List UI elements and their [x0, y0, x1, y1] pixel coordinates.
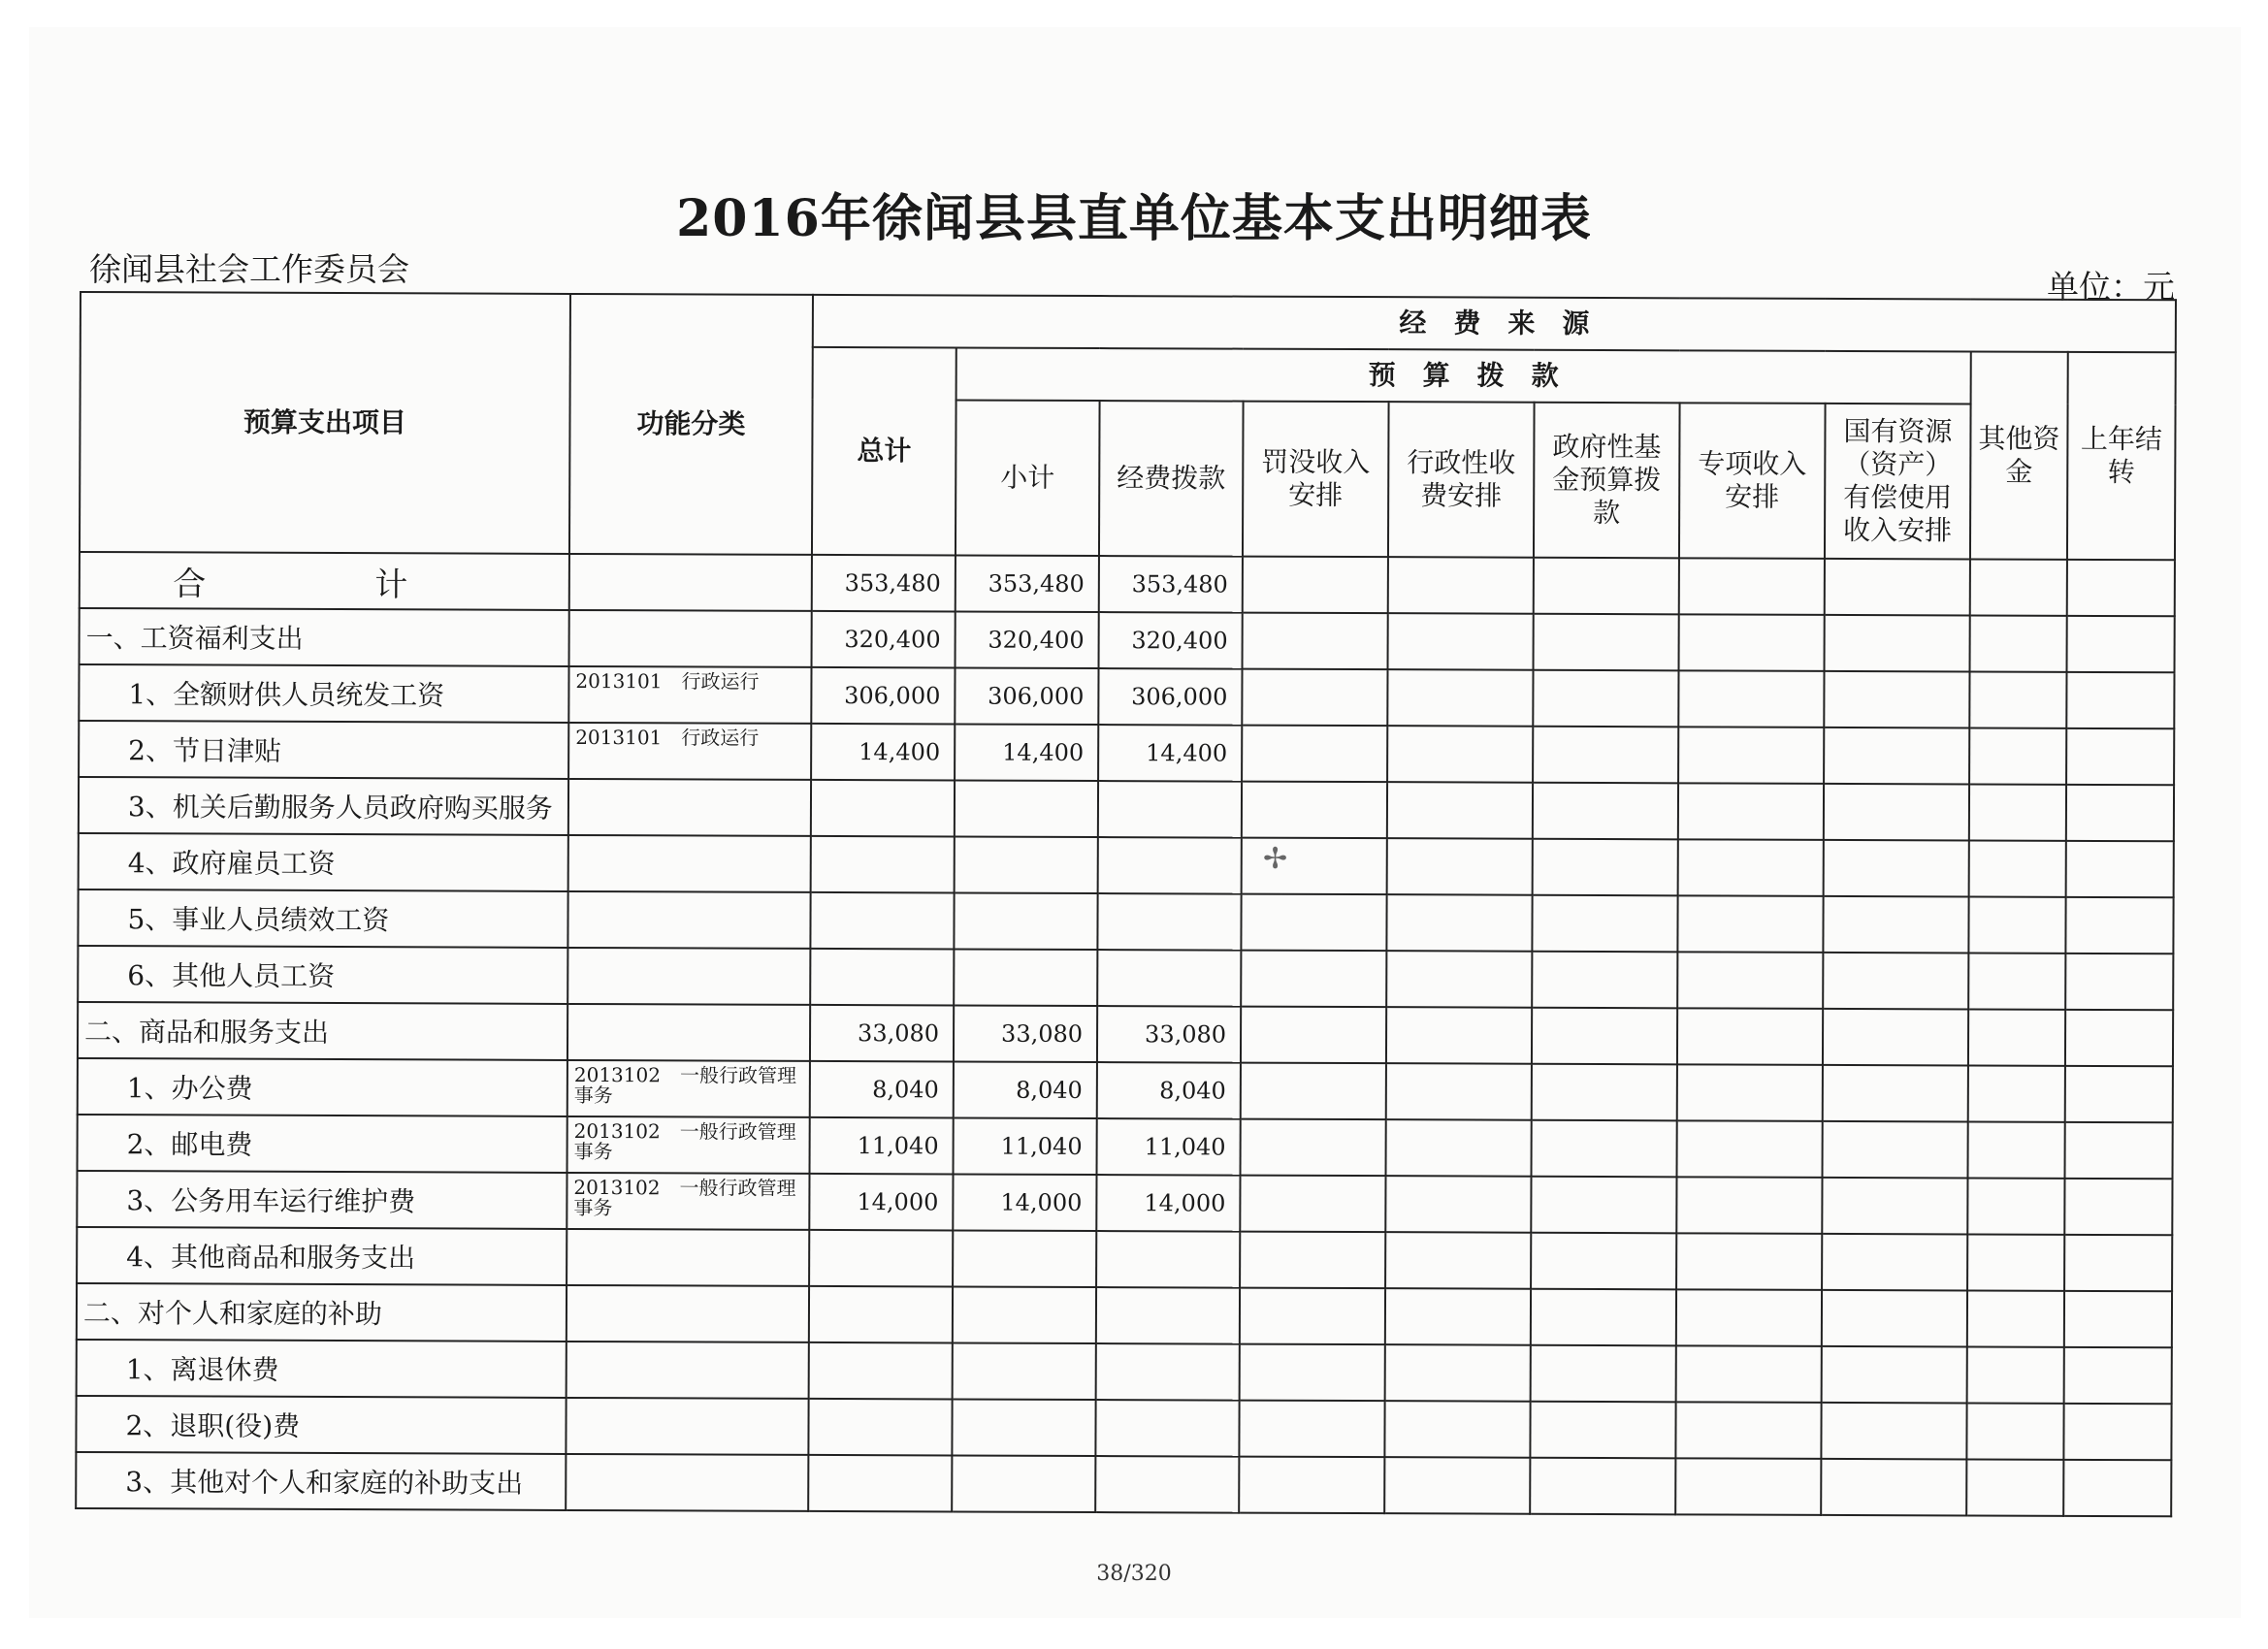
empty-cell: [1531, 1289, 1676, 1346]
empty-cell: [1533, 783, 1678, 840]
empty-cell: [1386, 1063, 1532, 1120]
empty-cell: [1824, 728, 1969, 785]
row-allocation: 320,400: [1099, 612, 1243, 669]
header-fund-allocation: 经费拨款: [1099, 401, 1244, 557]
row-total: 306,000: [811, 667, 955, 725]
table-row: [79, 721, 2174, 785]
row-subtotal: [953, 1342, 1096, 1400]
row-item: 3、机关后勤服务人员政府购买服务: [79, 777, 568, 835]
empty-cell: [1676, 1233, 1822, 1290]
ink-mark: ✢: [1263, 842, 1288, 876]
page-number: 38/320: [1096, 1562, 1172, 1586]
empty-cell: [1678, 783, 1824, 840]
row-subtotal: 306,000: [955, 667, 1098, 725]
table-row: [76, 1396, 2171, 1460]
total-row: [80, 552, 2175, 616]
empty-cell: [1969, 671, 2066, 728]
table-row: [78, 946, 2173, 1010]
row-subtotal: 320,400: [956, 611, 1099, 668]
row-function: [568, 779, 811, 836]
empty-cell: [1388, 613, 1534, 670]
empty-cell: [1968, 1121, 2065, 1178]
unit-label: 单位：元: [2047, 268, 2175, 306]
empty-cell: [1675, 1402, 1821, 1459]
row-item: 1、全额财供人员统发工资: [79, 664, 568, 723]
empty-cell: [1968, 1009, 2065, 1065]
empty-cell: [1386, 1119, 1532, 1177]
row-total: 14,400: [811, 724, 955, 781]
empty-cell: [2065, 1066, 2173, 1122]
row-function: [566, 1398, 808, 1455]
row-allocation: [1095, 1400, 1239, 1457]
empty-cell: [2063, 1404, 2171, 1460]
empty-cell: [1824, 840, 1969, 897]
row-item: 4、其他商品和服务支出: [77, 1227, 567, 1285]
empty-cell: [2063, 1460, 2171, 1516]
empty-cell: [2065, 954, 2173, 1010]
row-allocation: [1096, 1287, 1240, 1344]
empty-cell: [1532, 895, 1677, 953]
total-total: 353,480: [812, 555, 956, 612]
row-item: 2、节日津贴: [79, 721, 568, 779]
empty-cell: [1677, 952, 1823, 1009]
row-subtotal: [952, 1399, 1095, 1456]
row-allocation: 14,400: [1098, 725, 1242, 782]
empty-cell: [1822, 1178, 1967, 1235]
empty-cell: [1532, 1064, 1677, 1121]
row-function: 2013101 行政运行: [568, 723, 811, 780]
empty-cell: [1385, 1344, 1531, 1402]
empty-cell: [2064, 1347, 2172, 1404]
empty-cell: [1970, 615, 2067, 671]
row-allocation: [1095, 1456, 1239, 1513]
row-total: [808, 1455, 952, 1512]
table-row: [80, 608, 2175, 672]
row-allocation: [1097, 893, 1241, 951]
empty-cell: [1677, 1008, 1823, 1065]
empty-cell: [1384, 1401, 1530, 1458]
row-function: [566, 1454, 808, 1511]
row-allocation: 306,000: [1098, 668, 1242, 726]
empty-cell: [1532, 952, 1677, 1009]
table-row: [77, 1227, 2172, 1291]
row-total: 11,040: [810, 1117, 954, 1175]
row-subtotal: [955, 836, 1098, 893]
empty-cell: [1823, 1009, 1968, 1066]
row-subtotal: [953, 1286, 1096, 1343]
empty-cell: [1821, 1459, 1966, 1516]
row-total: 14,000: [809, 1174, 953, 1231]
table-row: [78, 1002, 2173, 1066]
empty-cell: [1676, 1177, 1822, 1234]
empty-cell: [1969, 840, 2066, 896]
empty-cell: [1677, 1120, 1823, 1178]
header-item: 预算支出项目: [80, 292, 570, 554]
empty-cell: [1241, 1063, 1386, 1120]
empty-cell: [1385, 1176, 1531, 1233]
row-function: 2013102 一般行政管理事务: [567, 1173, 809, 1230]
row-total: 33,080: [810, 1005, 954, 1062]
empty-cell: [1242, 782, 1387, 839]
empty-cell: [2064, 1291, 2172, 1347]
row-allocation: [1098, 781, 1242, 838]
expenditure-table: [75, 291, 2177, 1517]
empty-cell: [2065, 1010, 2173, 1066]
empty-cell: [1824, 784, 1969, 841]
empty-cell: [1966, 1459, 2063, 1515]
row-function: [567, 1342, 809, 1399]
row-item: 二、商品和服务支出: [78, 1002, 567, 1060]
empty-cell: [2065, 1122, 2173, 1179]
empty-cell: [1385, 1288, 1531, 1345]
empty-cell: [1969, 784, 2066, 840]
table-row: [77, 1283, 2172, 1347]
empty-cell: [1969, 728, 2066, 784]
header-special-income: 专项收入安排: [1679, 403, 1826, 559]
row-subtotal: 11,040: [954, 1117, 1097, 1175]
total-allocation: 353,480: [1099, 556, 1243, 613]
total-label: 合 计: [80, 552, 569, 610]
header-subtotal: 小计: [956, 400, 1100, 556]
empty-cell: [1821, 1403, 1966, 1460]
row-item: 3、公务用车运行维护费: [77, 1171, 567, 1229]
row-allocation: [1097, 950, 1241, 1007]
row-total: [810, 892, 954, 950]
row-subtotal: 33,080: [954, 1005, 1097, 1062]
empty-cell: [1533, 839, 1678, 896]
empty-cell: [1531, 1177, 1676, 1234]
empty-cell: [1240, 1344, 1385, 1402]
table-row: [79, 664, 2174, 728]
header-total: 总计: [812, 347, 956, 556]
row-allocation: 11,040: [1097, 1118, 1241, 1176]
table-row: [77, 1340, 2172, 1404]
empty-cell: [1968, 1065, 2065, 1121]
table-row: [76, 1452, 2171, 1516]
header-funding-source: 经 费 来 源: [813, 295, 2176, 352]
empty-cell: [1533, 727, 1678, 784]
empty-cell: [1386, 894, 1532, 952]
table-row: [78, 1115, 2173, 1179]
empty-cell: [1387, 782, 1533, 839]
empty-cell: [1240, 1288, 1385, 1345]
row-function: [568, 835, 811, 892]
row-function: [567, 948, 810, 1005]
empty-cell: [1241, 1119, 1386, 1177]
row-function: [567, 891, 810, 949]
header-budget-allocation: 预 算 拨 款: [956, 347, 1971, 404]
row-total: [811, 836, 955, 893]
empty-cell: [1387, 838, 1533, 895]
page-title: 2016年徐闻县县直单位基本支出明细表: [676, 189, 1592, 248]
empty-cell: [1679, 614, 1825, 671]
empty-cell: [1968, 953, 2065, 1009]
empty-cell: [1239, 1457, 1384, 1514]
empty-cell: [1822, 1234, 1967, 1291]
empty-cell: [1240, 1232, 1385, 1289]
row-function: [569, 610, 812, 667]
empty-cell: [1240, 1176, 1385, 1233]
empty-cell: [1386, 951, 1532, 1008]
row-total: 8,040: [810, 1061, 954, 1118]
empty-cell: [1967, 1178, 2064, 1234]
empty-cell: [1678, 670, 1824, 728]
empty-cell: [1823, 1065, 1968, 1122]
row-subtotal: [954, 949, 1097, 1006]
empty-cell: [2066, 728, 2174, 785]
empty-cell: [1967, 1290, 2064, 1346]
row-allocation: 14,000: [1096, 1175, 1240, 1232]
empty-cell: [1385, 1232, 1531, 1289]
empty-cell: [1531, 1345, 1676, 1403]
header-admin-fee: 行政性收费安排: [1388, 402, 1535, 558]
empty-cell: [1241, 951, 1386, 1008]
empty-cell: [2066, 785, 2174, 841]
empty-cell: [1387, 726, 1533, 783]
empty-cell: [1243, 613, 1388, 670]
row-function: [567, 1229, 809, 1286]
empty-cell: [1242, 669, 1387, 727]
row-total: [809, 1286, 953, 1343]
empty-cell: [1531, 1233, 1676, 1290]
row-total: [809, 1230, 953, 1287]
row-item: 6、其他人员工资: [78, 946, 567, 1004]
empty-cell: [1968, 896, 2065, 953]
empty-cell: [2064, 1235, 2172, 1291]
empty-cell: [1384, 1457, 1530, 1514]
empty-cell: [1241, 894, 1386, 952]
empty-cell: [1677, 895, 1823, 953]
empty-cell: [1532, 1008, 1677, 1065]
empty-cell: [1678, 839, 1824, 896]
empty-cell: [1239, 1401, 1384, 1458]
empty-cell: [1241, 1007, 1386, 1064]
row-function: 2013102 一般行政管理事务: [567, 1060, 810, 1117]
row-function: [567, 1004, 810, 1061]
row-total: [810, 949, 954, 1006]
table-row: [79, 777, 2174, 841]
row-item: 3、其他对个人和家庭的补助支出: [76, 1452, 566, 1510]
empty-cell: [1530, 1458, 1675, 1515]
empty-cell: [1387, 669, 1533, 727]
empty-cell: [1966, 1403, 2063, 1459]
header-function: 功能分类: [569, 294, 813, 555]
row-allocation: 8,040: [1097, 1062, 1241, 1119]
row-item: 一、工资福利支出: [80, 608, 569, 666]
row-subtotal: [953, 1230, 1096, 1287]
row-allocation: [1096, 1231, 1240, 1288]
empty-cell: [2066, 672, 2174, 728]
row-total: [808, 1399, 952, 1456]
empty-cell: [1676, 1345, 1822, 1403]
row-total: 320,400: [812, 611, 956, 668]
row-subtotal: [954, 892, 1097, 950]
table-row: [78, 889, 2173, 954]
empty-cell: [1533, 670, 1678, 728]
empty-cell: [1534, 614, 1679, 671]
row-allocation: [1098, 837, 1242, 894]
total-subtotal: 353,480: [956, 555, 1099, 612]
header-other-funds: 其他资金: [1970, 351, 2068, 559]
empty-cell: [1242, 726, 1387, 783]
organization-name: 徐闻县社会工作委员会: [89, 250, 409, 288]
row-function: [567, 1285, 809, 1342]
empty-cell: [1967, 1346, 2064, 1403]
empty-cell: [2067, 616, 2175, 672]
row-function: 2013102 一般行政管理事务: [567, 1116, 810, 1174]
empty-cell: [1532, 1120, 1677, 1178]
empty-cell: [1676, 1289, 1822, 1346]
empty-cell: [1967, 1234, 2064, 1290]
table-row: [77, 1171, 2172, 1235]
empty-cell: [2064, 1179, 2172, 1235]
empty-cell: [1678, 727, 1824, 784]
row-item: 1、办公费: [78, 1058, 567, 1116]
empty-cell: [1530, 1402, 1675, 1459]
row-total: [811, 780, 955, 837]
empty-cell: [1823, 896, 1968, 954]
header-carryover: 上年结转: [2067, 352, 2176, 560]
row-item: 5、事业人员绩效工资: [78, 889, 567, 948]
row-item: 1、离退休费: [77, 1340, 567, 1398]
empty-cell: [2066, 841, 2174, 897]
row-subtotal: 14,000: [953, 1174, 1096, 1231]
row-item: 2、退职(役)费: [76, 1396, 566, 1454]
empty-cell: [1823, 1121, 1968, 1179]
table-row: [79, 833, 2174, 897]
empty-cell: [2065, 897, 2173, 954]
row-item: 4、政府雇员工资: [79, 833, 568, 891]
empty-cell: [1386, 1007, 1532, 1064]
row-item: 二、对个人和家庭的补助: [77, 1283, 567, 1342]
row-subtotal: [955, 780, 1098, 837]
row-total: [809, 1342, 953, 1400]
row-allocation: [1096, 1343, 1240, 1401]
row-subtotal: [952, 1455, 1095, 1512]
empty-cell: [1822, 1346, 1967, 1404]
row-allocation: 33,080: [1097, 1006, 1241, 1063]
row-item: 2、邮电费: [78, 1115, 567, 1173]
row-subtotal: 14,400: [955, 724, 1098, 781]
empty-cell: [1823, 953, 1968, 1010]
empty-cell: [1677, 1064, 1823, 1121]
empty-cell: [1824, 671, 1969, 728]
header-fines-income: 罚没收入安排: [1243, 402, 1389, 558]
table-row: [78, 1058, 2173, 1122]
row-subtotal: 8,040: [954, 1061, 1097, 1118]
header-gov-fund: 政府性基金预算拨款: [1534, 403, 1680, 559]
row-function: 2013101 行政运行: [568, 666, 811, 724]
table-body: [76, 552, 2175, 1516]
empty-cell: [1675, 1458, 1821, 1515]
empty-cell: [1825, 615, 1970, 672]
header-state-asset: 国有资源（资产）有偿使用收入安排: [1825, 404, 1971, 560]
empty-cell: [1822, 1290, 1967, 1347]
